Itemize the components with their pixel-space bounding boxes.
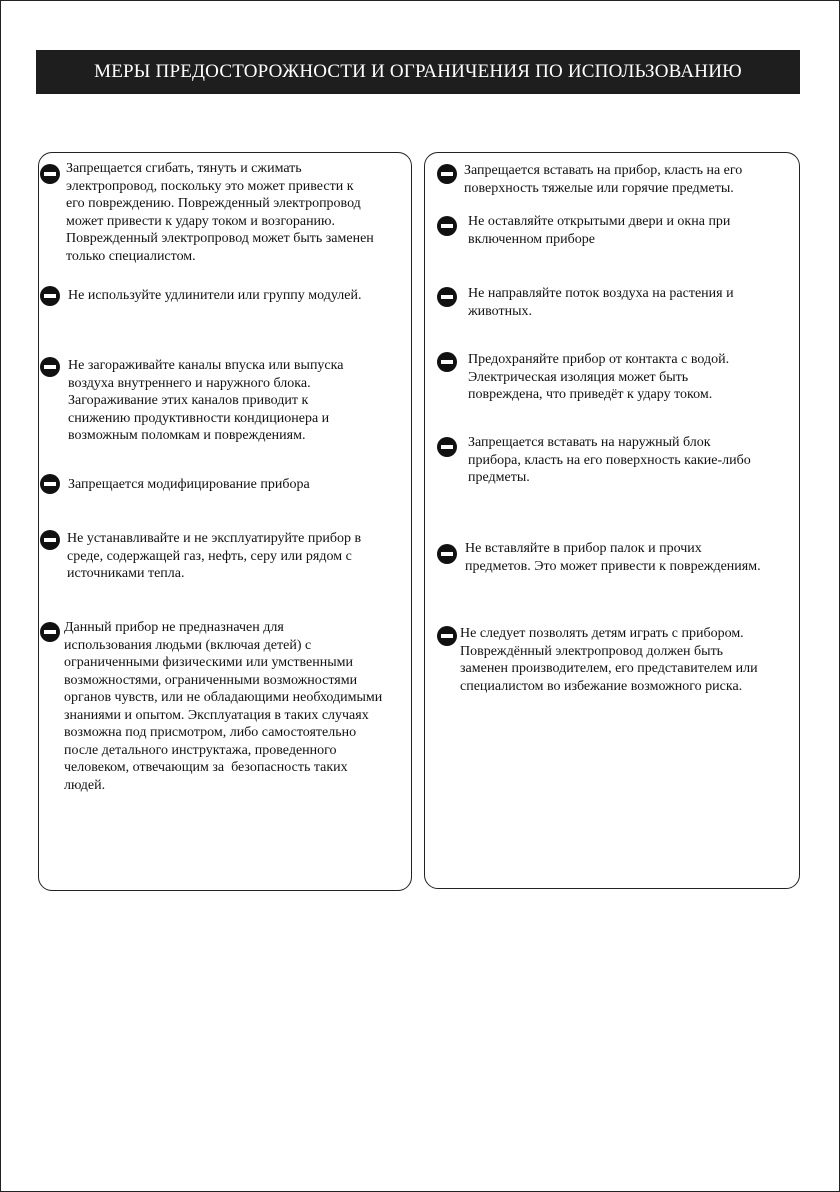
prohibition-icon: [40, 164, 60, 184]
left-item-air-channels: Не загораживайте каналы впуска или выпуска воздуха внутреннего и наружного блока. Загораживание этих каналов приводит к снижению продуктивности кондиционера и возможным поломкам и повреждениям.: [68, 358, 344, 443]
right-item-standing-on-unit: Запрещается вставать на прибор, класть на его поверхность тяжелые или горячие предметы.: [464, 163, 743, 196]
prohibition-icon: [437, 437, 457, 457]
right-item-foreign-objects: Не вставляйте в прибор палок и прочих предметов. Это может привести к повреждениям.: [465, 541, 761, 574]
prohibition-icon: [437, 352, 457, 372]
page-title: МЕРЫ ПРЕДОСТОРОЖНОСТИ И ОГРАНИЧЕНИЯ ПО ИСПОЛЬЗОВАНИЮ: [94, 61, 742, 82]
prohibition-icon: [437, 164, 457, 184]
left-item-cord-bending: Запрещается сгибать, тянуть и сжимать электропровод, поскольку это может привести к его повреждению. Поврежденный электропровод может привести к удару током и возгоранию. Поврежденный электропровод может быть заменен только специалистом.: [66, 161, 374, 264]
left-item-extension-cords: Не используйте удлинители или группу модулей.: [68, 288, 362, 303]
right-item-doors-windows: Не оставляйте открытыми двери и окна при включенном приборе: [468, 214, 731, 247]
prohibition-icon: [40, 286, 60, 306]
right-precautions-panel: [424, 152, 800, 889]
left-item-user-restrictions: Данный прибор не предназначен для использования людьми (включая детей) с ограниченными физическими или умственными возможностями, ограниченными возможностями органов чувств, или не обладающими необходимыми знаниями и опытом. Эксплуатация в таких случаях возможна под присмотром, либо самостоятельно после детального инструктажа, проведенного человеком, отвечающим за безопасность таких людей.: [64, 620, 383, 793]
left-item-modification: Запрещается модифицирование прибора: [68, 477, 310, 492]
left-item-installation-environment: Не устанавливайте и не эксплуатируйте прибор в среде, содержащей газ, нефть, серу или рядом с источниками тепла.: [67, 531, 362, 581]
prohibition-icon: [40, 622, 60, 642]
prohibition-icon: [40, 474, 60, 494]
prohibition-icon: [40, 357, 60, 377]
prohibition-icon: [437, 287, 457, 307]
prohibition-icon: [437, 626, 457, 646]
prohibition-icon: [437, 544, 457, 564]
page-title-bar: [36, 50, 800, 94]
right-item-outdoor-unit: Запрещается вставать на наружный блок прибора, класть на его поверхность какие-либо предметы.: [468, 435, 751, 485]
right-item-airflow-direction: Не направляйте поток воздуха на растения и животных.: [468, 286, 734, 319]
right-item-children: Не следует позволять детям играть с прибором. Повреждённый электропровод должен быть заменен производителем, его представителем или специалистом во избежание возможного риска.: [460, 626, 758, 694]
right-item-water-contact: Предохраняйте прибор от контакта с водой. Электрическая изоляция может быть повреждена, что приведёт к удару током.: [468, 352, 730, 402]
prohibition-icon: [40, 530, 60, 550]
prohibition-icon: [437, 216, 457, 236]
